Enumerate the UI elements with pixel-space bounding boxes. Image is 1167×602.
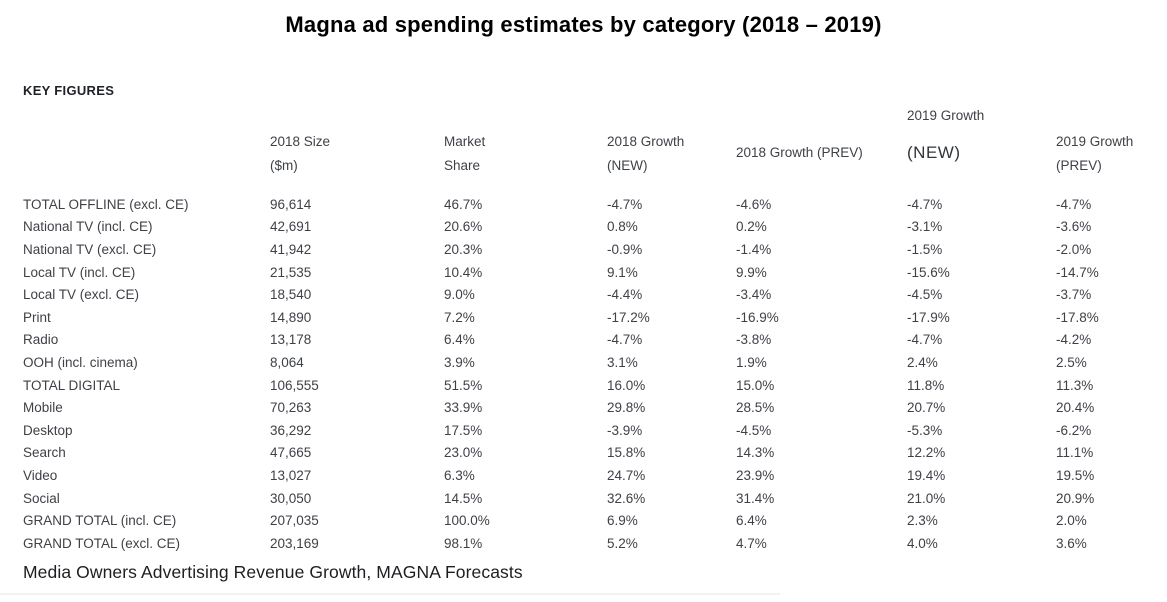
- growth-2019-new-cell: -4.5%: [907, 287, 943, 303]
- table-row: [0, 238, 1167, 261]
- growth-2019-prev-cell: 2.5%: [1056, 354, 1087, 370]
- growth-2019-new-cell: -17.9%: [907, 309, 950, 325]
- growth-2019-prev-cell: -3.6%: [1056, 219, 1092, 235]
- col-header-line: (NEW): [607, 158, 648, 173]
- section-label-key-figures: KEY FIGURES: [23, 83, 115, 98]
- growth-2019-new-cell: 2.3%: [907, 513, 938, 529]
- size-2018-cell: 70,263: [270, 400, 312, 416]
- growth-2018-prev-cell: 14.3%: [736, 445, 775, 461]
- col-header-2019-growth-new: [907, 104, 984, 163]
- growth-2019-prev-cell: 20.4%: [1056, 400, 1095, 416]
- growth-2019-new-cell: -3.1%: [907, 219, 943, 235]
- col-header-line: 2019 Growth: [907, 108, 985, 123]
- market-share-cell: 17.5%: [444, 422, 483, 438]
- category-cell: Local TV (excl. CE): [23, 287, 140, 303]
- growth-2018-new-cell: 24.7%: [607, 467, 646, 483]
- category-cell: Search: [23, 445, 66, 461]
- growth-2018-new-cell: 5.2%: [607, 535, 638, 551]
- growth-2018-new-cell: -17.2%: [607, 309, 650, 325]
- table-row: [0, 532, 1167, 555]
- size-2018-cell: 42,691: [270, 219, 312, 235]
- growth-2019-new-cell: 11.8%: [907, 377, 945, 393]
- growth-2019-prev-cell: -17.8%: [1056, 309, 1099, 325]
- size-2018-cell: 36,292: [270, 422, 312, 438]
- category-cell: Mobile: [23, 400, 63, 416]
- market-share-cell: 98.1%: [444, 535, 483, 551]
- size-2018-cell: 203,169: [270, 535, 319, 551]
- size-2018-cell: 41,942: [270, 241, 312, 257]
- table-row: [0, 487, 1167, 510]
- growth-2019-prev-cell: 2.0%: [1056, 513, 1087, 529]
- growth-2019-prev-cell: -14.7%: [1056, 264, 1099, 280]
- growth-2019-prev-cell: 3.6%: [1056, 535, 1087, 551]
- col-header-line: 2018 Growth (PREV): [736, 145, 863, 160]
- growth-2018-prev-cell: 4.7%: [736, 535, 767, 551]
- col-header-line: 2019 Growth: [1056, 134, 1134, 149]
- size-2018-cell: 96,614: [270, 196, 312, 212]
- growth-2019-new-cell: 20.7%: [907, 400, 946, 416]
- market-share-cell: 14.5%: [444, 490, 483, 506]
- growth-2019-new-cell: -4.7%: [907, 332, 943, 348]
- market-share-cell: 100.0%: [444, 513, 490, 529]
- growth-2018-prev-cell: 0.2%: [736, 219, 767, 235]
- size-2018-cell: 8,064: [270, 354, 304, 370]
- category-cell: GRAND TOTAL (excl. CE): [23, 535, 181, 551]
- table-row: [0, 261, 1167, 284]
- table-row: [0, 193, 1167, 216]
- table-row: [0, 509, 1167, 532]
- growth-2018-new-cell: 6.9%: [607, 513, 638, 529]
- growth-2018-prev-cell: -3.8%: [736, 332, 772, 348]
- growth-2019-new-cell: -1.5%: [907, 241, 943, 257]
- market-share-cell: 20.3%: [444, 241, 483, 257]
- table-row: [0, 351, 1167, 374]
- market-share-cell: 10.4%: [444, 264, 483, 280]
- growth-2018-prev-cell: -4.6%: [736, 196, 772, 212]
- table-body: [0, 193, 1167, 555]
- growth-2018-prev-cell: 15.0%: [736, 377, 775, 393]
- col-header-2018-growth-new: [607, 130, 684, 178]
- table-row: [0, 396, 1167, 419]
- table-row: [0, 329, 1167, 352]
- table-row: [0, 283, 1167, 306]
- growth-2018-prev-cell: 31.4%: [736, 490, 775, 506]
- market-share-cell: 9.0%: [444, 287, 475, 303]
- growth-2019-prev-cell: -6.2%: [1056, 422, 1092, 438]
- table-row: [0, 464, 1167, 487]
- category-cell: Social: [23, 490, 60, 506]
- market-share-cell: 7.2%: [444, 309, 475, 325]
- growth-2019-new-cell: 19.4%: [907, 467, 946, 483]
- size-2018-cell: 106,555: [270, 377, 319, 393]
- growth-2018-new-cell: -0.9%: [607, 241, 643, 257]
- category-cell: Radio: [23, 332, 59, 348]
- growth-2018-prev-cell: 23.9%: [736, 467, 775, 483]
- category-cell: Desktop: [23, 422, 73, 438]
- growth-2018-prev-cell: -1.4%: [736, 241, 772, 257]
- growth-2018-prev-cell: 28.5%: [736, 400, 775, 416]
- col-header-2019-growth-prev: [1056, 130, 1133, 178]
- growth-2019-new-cell: -4.7%: [907, 196, 943, 212]
- growth-2018-new-cell: 32.6%: [607, 490, 646, 506]
- category-cell: Video: [23, 467, 58, 483]
- growth-2019-new-cell: 4.0%: [907, 535, 938, 551]
- growth-2018-new-cell: 29.8%: [607, 400, 646, 416]
- growth-2019-prev-cell: 11.1%: [1056, 445, 1094, 461]
- col-header-line: Market: [444, 134, 486, 149]
- market-share-cell: 51.5%: [444, 377, 483, 393]
- growth-2018-new-cell: 3.1%: [607, 354, 638, 370]
- col-header-2018-growth-prev: [736, 141, 863, 165]
- category-cell: TOTAL DIGITAL: [23, 377, 121, 393]
- table-row: [0, 216, 1167, 239]
- page-title: Magna ad spending estimates by category (2018 – 2019): [285, 12, 882, 37]
- col-header-line: 2018 Size: [270, 134, 331, 149]
- size-2018-cell: 207,035: [270, 513, 319, 529]
- source-note: Media Owners Advertising Revenue Growth, MAGNA Forecasts: [23, 562, 523, 582]
- growth-2019-prev-cell: -4.2%: [1056, 332, 1092, 348]
- growth-2019-prev-cell: -3.7%: [1056, 287, 1092, 303]
- table-row: [0, 419, 1167, 442]
- size-2018-cell: 13,027: [270, 467, 312, 483]
- growth-2018-prev-cell: 6.4%: [736, 513, 767, 529]
- growth-2018-prev-cell: 1.9%: [736, 354, 767, 370]
- growth-2019-new-cell: 12.2%: [907, 445, 946, 461]
- size-2018-cell: 30,050: [270, 490, 312, 506]
- category-cell: TOTAL OFFLINE (excl. CE): [23, 196, 189, 212]
- category-cell: OOH (incl. cinema): [23, 354, 138, 370]
- growth-2019-new-cell: -15.6%: [907, 264, 950, 280]
- size-2018-cell: 13,178: [270, 332, 312, 348]
- growth-2018-new-cell: -4.7%: [607, 196, 643, 212]
- growth-2019-new-cell: -5.3%: [907, 422, 943, 438]
- growth-2018-prev-cell: 9.9%: [736, 264, 767, 280]
- market-share-cell: 23.0%: [444, 445, 483, 461]
- col-header-market-share: [444, 130, 485, 178]
- size-2018-cell: 21,535: [270, 264, 312, 280]
- market-share-cell: 6.4%: [444, 332, 475, 348]
- growth-2019-prev-cell: 19.5%: [1056, 467, 1095, 483]
- col-header-line-new-emphasis: (NEW): [907, 143, 961, 162]
- market-share-cell: 33.9%: [444, 400, 483, 416]
- table-row: [0, 442, 1167, 465]
- growth-2018-new-cell: -4.7%: [607, 332, 643, 348]
- table-row: [0, 374, 1167, 397]
- table-row: [0, 306, 1167, 329]
- market-share-cell: 3.9%: [444, 354, 475, 370]
- growth-2018-prev-cell: -3.4%: [736, 287, 772, 303]
- category-cell: Local TV (incl. CE): [23, 264, 136, 280]
- growth-2019-prev-cell: 20.9%: [1056, 490, 1095, 506]
- growth-2019-new-cell: 21.0%: [907, 490, 946, 506]
- growth-2019-prev-cell: 11.3%: [1056, 377, 1094, 393]
- col-header-line: (PREV): [1056, 158, 1102, 173]
- growth-2019-prev-cell: -4.7%: [1056, 196, 1092, 212]
- growth-2018-new-cell: 0.8%: [607, 219, 638, 235]
- growth-2018-new-cell: -3.9%: [607, 422, 643, 438]
- col-header-line: 2018 Growth: [607, 134, 685, 149]
- size-2018-cell: 47,665: [270, 445, 312, 461]
- growth-2018-prev-cell: -16.9%: [736, 309, 779, 325]
- category-cell: National TV (incl. CE): [23, 219, 153, 235]
- category-cell: GRAND TOTAL (incl. CE): [23, 513, 177, 529]
- size-2018-cell: 18,540: [270, 287, 312, 303]
- col-header-line: Share: [444, 158, 481, 173]
- market-share-cell: 20.6%: [444, 219, 483, 235]
- col-header-line: ($m): [270, 158, 298, 173]
- growth-2018-new-cell: -4.4%: [607, 287, 643, 303]
- growth-2019-new-cell: 2.4%: [907, 354, 938, 370]
- growth-2018-new-cell: 16.0%: [607, 377, 646, 393]
- market-share-cell: 46.7%: [444, 196, 483, 212]
- growth-2019-prev-cell: -2.0%: [1056, 241, 1092, 257]
- col-header-2018-size: [270, 130, 330, 178]
- category-cell: Print: [23, 309, 51, 325]
- bottom-divider: [0, 593, 780, 595]
- growth-2018-prev-cell: -4.5%: [736, 422, 772, 438]
- growth-2018-new-cell: 9.1%: [607, 264, 638, 280]
- growth-2018-new-cell: 15.8%: [607, 445, 646, 461]
- size-2018-cell: 14,890: [270, 309, 312, 325]
- category-cell: National TV (excl. CE): [23, 241, 157, 257]
- market-share-cell: 6.3%: [444, 467, 475, 483]
